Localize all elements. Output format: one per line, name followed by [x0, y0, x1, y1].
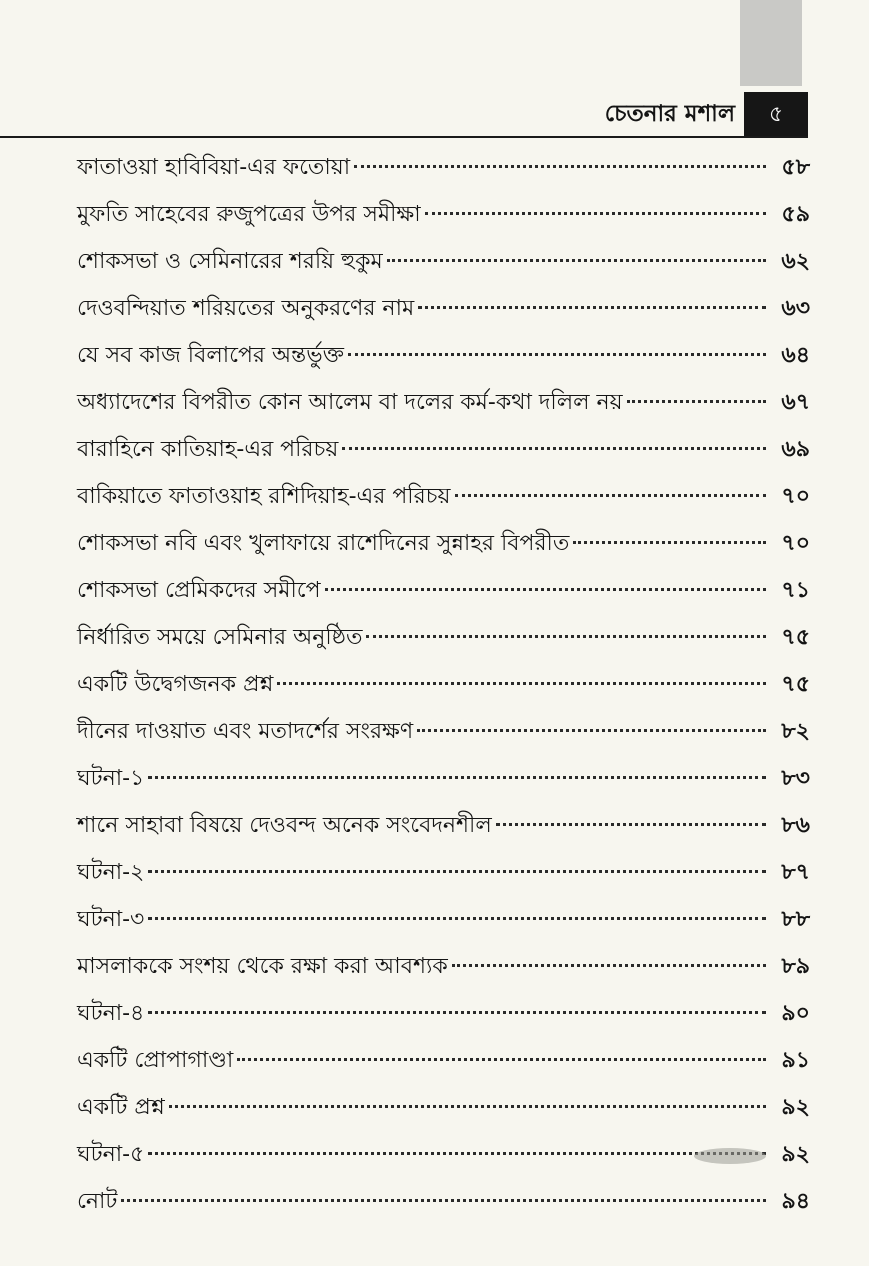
toc-dot-leader	[148, 1011, 766, 1014]
toc-entry	[77, 661, 810, 708]
toc-entry-title: একটি প্রশ্ন	[77, 1095, 165, 1120]
toc-dot-leader	[425, 212, 766, 215]
header-rule	[0, 136, 808, 138]
toc-dot-leader	[169, 1105, 766, 1108]
toc-entry-title: ঘটনা-৫	[77, 1142, 145, 1167]
toc-entry-page: ৯০	[781, 1001, 810, 1026]
toc-dot-leader	[342, 447, 766, 450]
toc-entry-page: ৮৯	[781, 954, 810, 979]
toc-entry-title: ঘটনা-১	[77, 766, 145, 791]
toc-dot-leader	[148, 776, 766, 779]
toc-entry-title: বাকিয়াতে ফাতাওয়াহ রশিদিয়াহ-এর পরিচয়	[77, 484, 451, 509]
toc-entry	[77, 285, 810, 332]
toc-entry-page: ৮৩	[781, 766, 810, 791]
toc-dot-leader	[237, 1058, 766, 1061]
toc-entry-title: দীনের দাওয়াত এবং মতাদর্শের সংরক্ষণ	[77, 719, 414, 744]
toc-entry	[77, 426, 810, 473]
toc-entry-page: ৮৮	[781, 907, 810, 932]
toc-dot-leader	[354, 165, 766, 168]
toc-entry-page: ৬৩	[781, 296, 810, 321]
toc-entry-page: ৯২	[781, 1095, 810, 1120]
toc-entry-title: নির্ধারিত সময়ে সেমিনার অনুষ্ঠিত	[77, 625, 363, 650]
toc-entry	[77, 1084, 810, 1131]
toc-entry-title: শোকসভা নবি এবং খুলাফায়ে রাশেদিনের সুন্নাহর বিপরীত	[77, 531, 570, 556]
toc-entry-page: ৭০	[781, 484, 810, 509]
toc-entry	[77, 1178, 810, 1225]
toc-dot-leader	[348, 353, 766, 356]
toc-entry-title: বারাহিনে কাতিয়াহ-এর পরিচয়	[77, 437, 339, 462]
toc-entry-page: ৮২	[781, 719, 810, 744]
toc-entry	[77, 802, 810, 849]
toc-entry-page: ৯২	[781, 1142, 810, 1167]
toc-entry-page: ৭০	[781, 531, 810, 556]
toc-entry-title: শোকসভা প্রেমিকদের সমীপে	[77, 578, 321, 603]
toc-dot-leader	[121, 1199, 766, 1202]
toc-dot-leader	[418, 306, 766, 309]
toc-dot-leader	[455, 494, 766, 497]
toc-entry-title: ফাতাওয়া হাবিবিয়া-এর ফতোয়া	[77, 155, 351, 180]
toc-entry	[77, 990, 810, 1037]
toc-entry	[77, 332, 810, 379]
toc-entry	[77, 896, 810, 943]
toc-dot-leader	[325, 588, 766, 591]
toc-dot-leader	[452, 964, 766, 967]
toc-entry-title: একটি প্রোপাগাণ্ডা	[77, 1048, 234, 1073]
toc-dot-leader	[417, 729, 766, 732]
toc-entry-title: নোট	[77, 1189, 118, 1214]
toc-entry	[77, 755, 810, 802]
toc-dot-leader	[148, 917, 766, 920]
toc-entry-page: ৬৯	[781, 437, 810, 462]
toc-entry-page: ৬৭	[781, 390, 810, 415]
toc-entry-title: মুফতি সাহেবের রুজুপত্রের উপর সমীক্ষা	[77, 202, 421, 227]
toc-entry-page: ৬২	[781, 249, 810, 274]
toc-entry	[77, 238, 810, 285]
toc-entry	[77, 144, 810, 191]
toc-entry-page: ৫৮	[781, 155, 810, 180]
toc-entry-page: ৬৪	[781, 343, 810, 368]
toc-entry-title: ঘটনা-৩	[77, 907, 145, 932]
page-number-box	[744, 92, 808, 138]
running-title: চেতনার মশাল	[604, 101, 735, 127]
toc-entry	[77, 1037, 810, 1084]
toc-entry-page: ৯৪	[781, 1189, 810, 1214]
toc-dot-leader	[277, 682, 766, 685]
toc-entry	[77, 614, 810, 661]
toc-entry-title: দেওবন্দিয়াত শরিয়তের অনুকরণের নাম	[77, 296, 415, 321]
toc-entry	[77, 520, 810, 567]
toc-entry	[77, 708, 810, 755]
toc-entry-page: ৯১	[781, 1048, 810, 1073]
toc-entry-title: যে সব কাজ বিলাপের অন্তর্ভুক্ত	[77, 343, 344, 368]
toc-entry-page: ৭৫	[781, 672, 810, 697]
toc-entry	[77, 191, 810, 238]
toc-entry	[77, 379, 810, 426]
toc-dot-leader	[387, 259, 766, 262]
toc-entry-title: মাসলাককে সংশয় থেকে রক্ষা করা আবশ্যক	[77, 954, 448, 979]
toc-entry-title: ঘটনা-২	[77, 860, 145, 885]
toc-entry-page: ৮৬	[781, 813, 810, 838]
toc-dot-leader	[573, 541, 766, 544]
toc-entry-title: শানে সাহাবা বিষয়ে দেওবন্দ অনেক সংবেদনশীল	[77, 813, 492, 838]
toc-entry-page: ৫৯	[781, 202, 810, 227]
toc-entry-title: একটি উদ্বেগজনক প্রশ্ন	[77, 672, 274, 697]
toc-dot-leader	[627, 400, 766, 403]
toc-dot-leader	[148, 870, 766, 873]
toc-entry	[77, 943, 810, 990]
toc-dot-leader	[496, 823, 766, 826]
toc-entry	[77, 473, 810, 520]
ink-smudge	[694, 1148, 766, 1164]
toc-entry	[77, 567, 810, 614]
toc-entry	[77, 849, 810, 896]
toc-entry-title: অধ্যাদেশের বিপরীত কোন আলেম বা দলের কর্ম-কথা দলিল নয়	[77, 390, 623, 415]
table-of-contents	[77, 144, 810, 1225]
page-number: ৫	[768, 102, 784, 127]
toc-entry-title: শোকসভা ও সেমিনারের শরয়ি হুকুম	[77, 249, 383, 274]
toc-entry-page: ৮৭	[781, 860, 810, 885]
toc-dot-leader	[366, 635, 766, 638]
toc-entry-page: ৭১	[781, 578, 810, 603]
toc-entry-title: ঘটনা-৪	[77, 1001, 145, 1026]
toc-dot-leader	[148, 1152, 766, 1155]
toc-entry-page: ৭৫	[781, 625, 810, 650]
page-corner-tab	[740, 0, 802, 86]
